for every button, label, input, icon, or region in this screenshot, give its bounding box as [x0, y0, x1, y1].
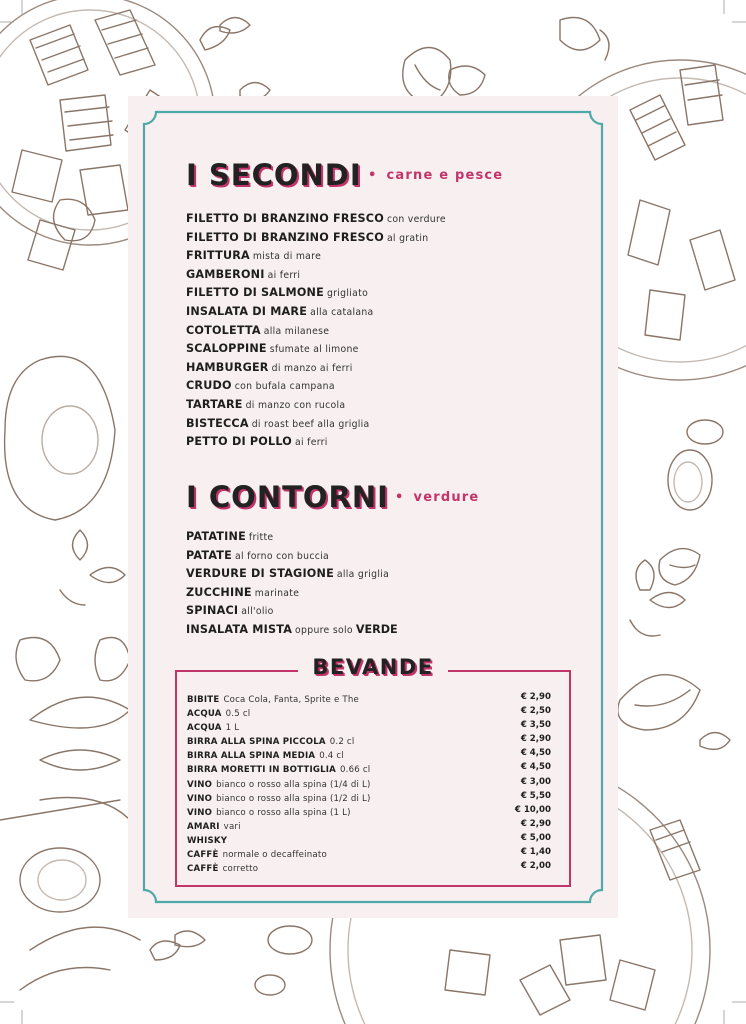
secondi-subtitle: • carne e pesce	[368, 168, 504, 183]
bevande-list	[187, 690, 551, 873]
list-item: SCALOPPINE sfumate al limone	[186, 342, 359, 356]
table-row: WHISKY € 5,00	[187, 832, 551, 846]
table-row: BIRRA ALLA SPINA PICCOLA 0.2 cl € 2,90	[187, 734, 551, 748]
list-item: GAMBERONI ai ferri	[186, 267, 301, 281]
table-row: CAFFÈ corretto € 2,00	[187, 861, 551, 875]
table-row: ACQUA 0.5 cl € 2,50	[187, 706, 551, 720]
table-row: BIRRA MORETTI IN BOTTIGLIA 0.66 cl € 4,50	[187, 762, 551, 776]
list-item: PETTO DI POLLO ai ferri	[186, 435, 328, 449]
list-item: ZUCCHINE marinate	[186, 585, 300, 599]
secondi-title: I SECONDI	[186, 158, 362, 192]
contorni-list	[186, 526, 606, 638]
list-item: PATATE al forno con buccia	[186, 548, 330, 562]
bevande-title: BEVANDE	[298, 652, 448, 682]
table-row: AMARI vari € 2,90	[187, 818, 551, 832]
contorni-subtitle: • verdure	[395, 490, 480, 505]
list-item: INSALATA DI MARE alla catalana	[186, 304, 374, 318]
table-row: ACQUA 1 L € 3,50	[187, 720, 551, 734]
contorni-title: I CONTORNI	[186, 480, 389, 514]
table-row: BIBITE Coca Cola, Fanta, Sprite e The € 2,90	[187, 692, 551, 705]
list-item: FRITTURA mista di mare	[186, 249, 322, 263]
list-item: SPINACI all'olio	[186, 604, 274, 618]
table-row: CAFFÈ normale o decaffeinato € 1,40	[187, 847, 551, 861]
table-row: VINO bianco o rosso alla spina (1/4 di L) € 3,00	[187, 776, 551, 790]
list-item: COTOLETTA alla milanese	[186, 323, 330, 337]
list-item: FILETTO DI BRANZINO FRESCO al gratin	[186, 230, 429, 244]
list-item: FILETTO DI SALMONE grigliato	[186, 286, 369, 300]
list-item: BISTECCA di roast beef alla griglia	[186, 416, 370, 430]
list-item: CRUDO con bufala campana	[186, 379, 335, 393]
table-row: VINO bianco o rosso alla spina (1 L) € 10,00	[187, 804, 551, 818]
list-item: VERDURE DI STAGIONE alla griglia	[186, 567, 390, 581]
list-item: PATATINE fritte	[186, 530, 274, 543]
table-row: BIRRA ALLA SPINA MEDIA 0.4 cl € 4,50	[187, 748, 551, 762]
table-row: VINO bianco o rosso alla spina (1/2 di L) € 5,50	[187, 790, 551, 804]
list-item: INSALATA MISTA oppure solo VERDE	[186, 622, 398, 636]
list-item: HAMBURGER di manzo ai ferri	[186, 360, 353, 374]
list-item: TARTARE di manzo con rucola	[186, 397, 346, 411]
list-item: FILETTO DI BRANZINO FRESCO con verdure	[186, 212, 446, 225]
secondi-list	[186, 208, 606, 450]
